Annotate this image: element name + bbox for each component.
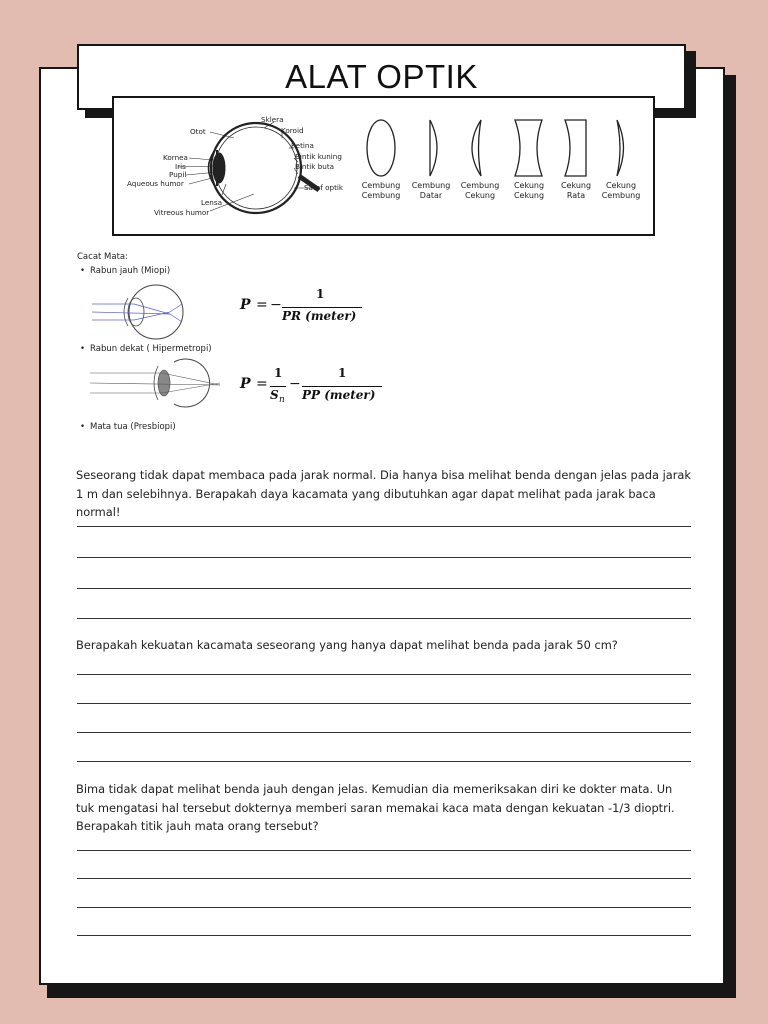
answer-line-3c[interactable] — [77, 907, 691, 908]
formula2-minus: − — [289, 376, 301, 392]
label-vitreous-humor: Vitreous humor — [154, 208, 210, 217]
answer-line-1b[interactable] — [77, 557, 691, 558]
answer-line-3b[interactable] — [77, 878, 691, 879]
lens-cekung-cembung — [617, 120, 624, 176]
lens-shapes — [367, 120, 624, 176]
answer-line-2b[interactable] — [77, 703, 691, 704]
lens-label-3b: Cekung — [464, 191, 496, 200]
lens-label-3a: Cembung — [460, 181, 500, 190]
formula2-denominator1: S — [270, 388, 279, 402]
answer-line-3d[interactable] — [77, 935, 691, 936]
defect-miopi: • Rabun jauh (Miopi) — [80, 266, 170, 276]
lens-label-4b: Cekung — [513, 191, 545, 200]
lens-cekung-cekung — [515, 120, 542, 176]
defect-presbiopi: • Mata tua (Presbiopi) — [80, 422, 176, 432]
formula1-denominator: PR (meter) — [282, 309, 357, 323]
answer-line-2c[interactable] — [77, 732, 691, 733]
lens-label-4a: Cekung — [513, 181, 545, 190]
lens-label-2b: Datar — [419, 191, 443, 200]
hypermetropia-eye-diagram — [90, 358, 230, 408]
answer-line-2a[interactable] — [77, 674, 691, 675]
question-2: Berapakah kekuatan kacamata seseorang yang hanya dapat melihat benda pada jarak 50 cm? — [76, 638, 618, 652]
eye-labels — [127, 115, 344, 217]
label-lensa: Lensa — [201, 198, 223, 207]
question-3: Bima tidak dapat melihat benda jauh dengan jelas. Kemudian dia memeriksakan diri ke dokter mata. Un tuk mengatasi hal tersebut dokternya memberi saran memakai kaca mata dengan kekuatan -1/3 dioptri. Berapakah titik jauh mata orang tersebut? — [76, 782, 675, 833]
formula2-fraction-bar1 — [270, 386, 286, 387]
optics-diagram — [112, 96, 655, 236]
lens-label-6a: Cekung — [605, 181, 637, 190]
page-title: ALAT OPTIK — [285, 58, 478, 95]
lens-label-2a: Cembung — [411, 181, 451, 190]
lens-label-5a: Cekung — [560, 181, 592, 190]
lens-cembung-cekung — [472, 120, 481, 176]
formula1-fraction-bar — [282, 307, 362, 308]
label-saraf-optik: Saraf optik — [304, 183, 344, 192]
label-aqueous-humor: Aqueous humor — [127, 179, 184, 188]
answer-line-2d[interactable] — [77, 761, 691, 762]
label-otot: Otot — [190, 127, 206, 136]
label-kornea: Kornea — [163, 153, 188, 162]
lens-cembung-datar — [430, 120, 437, 176]
formula1-eq: = — [256, 297, 268, 313]
formula1-numerator: 1 — [316, 287, 325, 301]
lens-label-6b: Cembung — [601, 191, 641, 200]
answer-line-1d[interactable] — [77, 618, 691, 619]
lens-label-1a: Cembung — [361, 181, 401, 190]
lens-label-1b: Cembung — [361, 191, 401, 200]
question-1: Seseorang tidak dapat membaca pada jarak normal. Dia hanya bisa melihat benda dengan jelas pada jarak 1 m dan selebihnya. Berapakah daya kacamata yang dibutuhkan agar dapat melihat pada jarak baca normal! — [76, 468, 692, 519]
formula-miopi — [240, 287, 380, 331]
lens-cekung-rata — [565, 120, 586, 176]
formula2-denominator2: PP (meter) — [302, 388, 376, 402]
label-retina: Retina — [291, 141, 314, 150]
answer-line-1c[interactable] — [77, 588, 691, 589]
lens-cembung-cembung — [367, 120, 395, 176]
label-pupil: Pupil — [169, 170, 187, 179]
lens-label-5b: Rata — [566, 191, 586, 200]
cacat-mata-heading: Cacat Mata: — [77, 252, 129, 262]
lens-labels — [362, 181, 641, 200]
label-koroid: Koroid — [281, 126, 304, 135]
label-iris: Iris — [175, 162, 186, 171]
label-bintik-buta: Bintik buta — [295, 162, 335, 171]
formula2-lhs: P — [240, 376, 251, 392]
formula2-eq: = — [256, 376, 268, 392]
label-sklera: Sklera — [261, 115, 284, 124]
formula2-fraction-bar2 — [302, 386, 382, 387]
eye-and-lens-diagram — [114, 98, 653, 234]
defect-hipermetropi: • Rabun dekat ( Hipermetropi) — [80, 344, 212, 354]
formula1-minus: − — [270, 297, 282, 313]
label-bintik-kuning: Bintik kuning — [295, 152, 342, 161]
formula1-lhs: P — [240, 297, 251, 313]
formula2-numerator1: 1 — [274, 366, 283, 380]
answer-line-1a[interactable] — [77, 526, 691, 527]
answer-line-3a[interactable] — [77, 850, 691, 851]
myopia-eye-diagram — [90, 282, 190, 344]
formula2-numerator2: 1 — [338, 366, 347, 380]
formula2-subscript: n — [279, 395, 285, 405]
formula-hipermetropi — [240, 366, 390, 410]
